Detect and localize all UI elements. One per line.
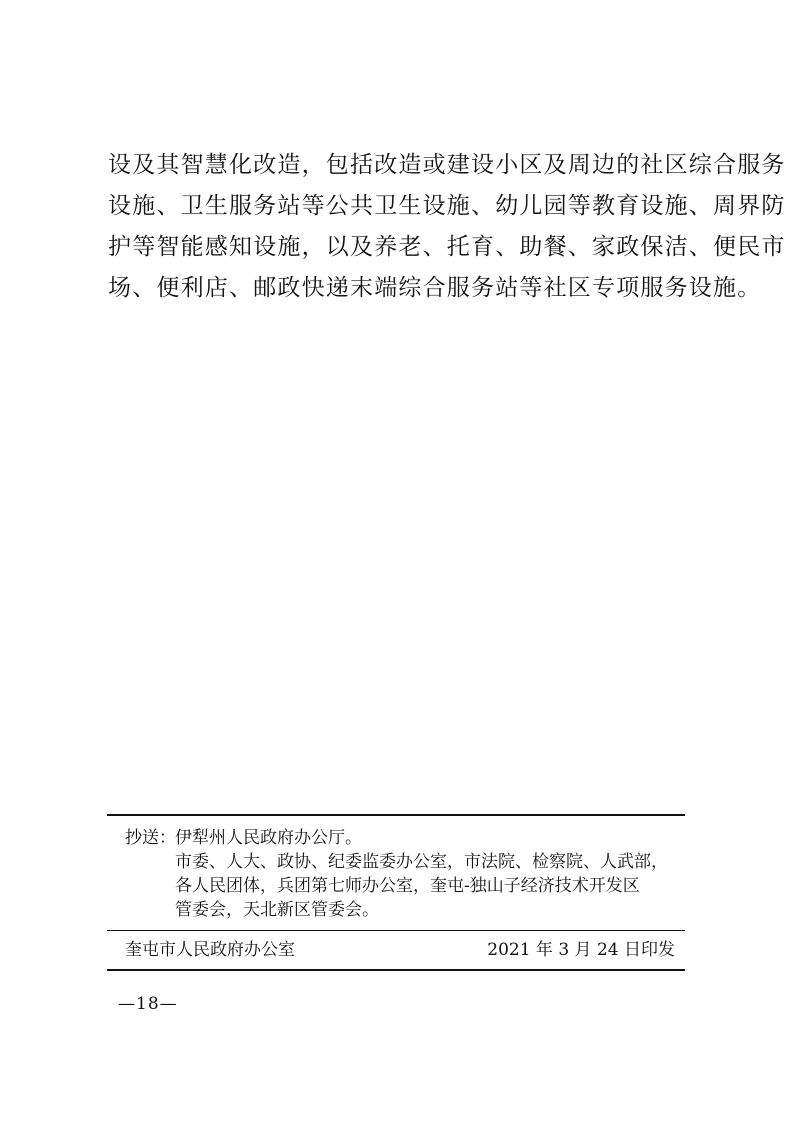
cc-row [125, 898, 685, 922]
cc-recipient: 市委、人大、政协、纪委监委办公室，市法院、检察院、人武部， [175, 852, 668, 872]
body-text [108, 145, 786, 309]
body-line: 护等智能感知设施，以及养老、托育、助餐、家政保洁、便民市 [108, 234, 786, 260]
issuer-name: 奎屯市人民政府办公室 [125, 940, 295, 960]
issue-date: 2021 年 3 月 24 日印发 [487, 940, 675, 960]
cc-recipient: 各人民团体，兵团第七师办公室，奎屯-独山子经济技术开发区 [175, 876, 640, 896]
body-line: 设及其智慧化改造，包括改造或建设小区及周边的社区综合服务 [108, 152, 786, 178]
body-line: 场、便利店、邮政快递末端综合服务站等社区专项服务设施。 [108, 275, 762, 301]
cc-row [125, 850, 685, 874]
divider-bottom [107, 969, 685, 971]
distribution-block [107, 814, 685, 971]
cc-label: 抄送： [125, 828, 176, 848]
issuer-row [107, 931, 685, 969]
cc-list [107, 816, 685, 930]
body-line: 设施、卫生服务站等公共卫生设施、幼儿园等教育设施、周界防 [108, 193, 786, 219]
page-number: —18— [118, 994, 178, 1014]
cc-recipient: 管委会，天北新区管委会。 [175, 900, 379, 920]
cc-recipient: 伊犁州人民政府办公厅。 [175, 828, 362, 848]
cc-first-row [125, 826, 685, 850]
cc-row [125, 874, 685, 898]
